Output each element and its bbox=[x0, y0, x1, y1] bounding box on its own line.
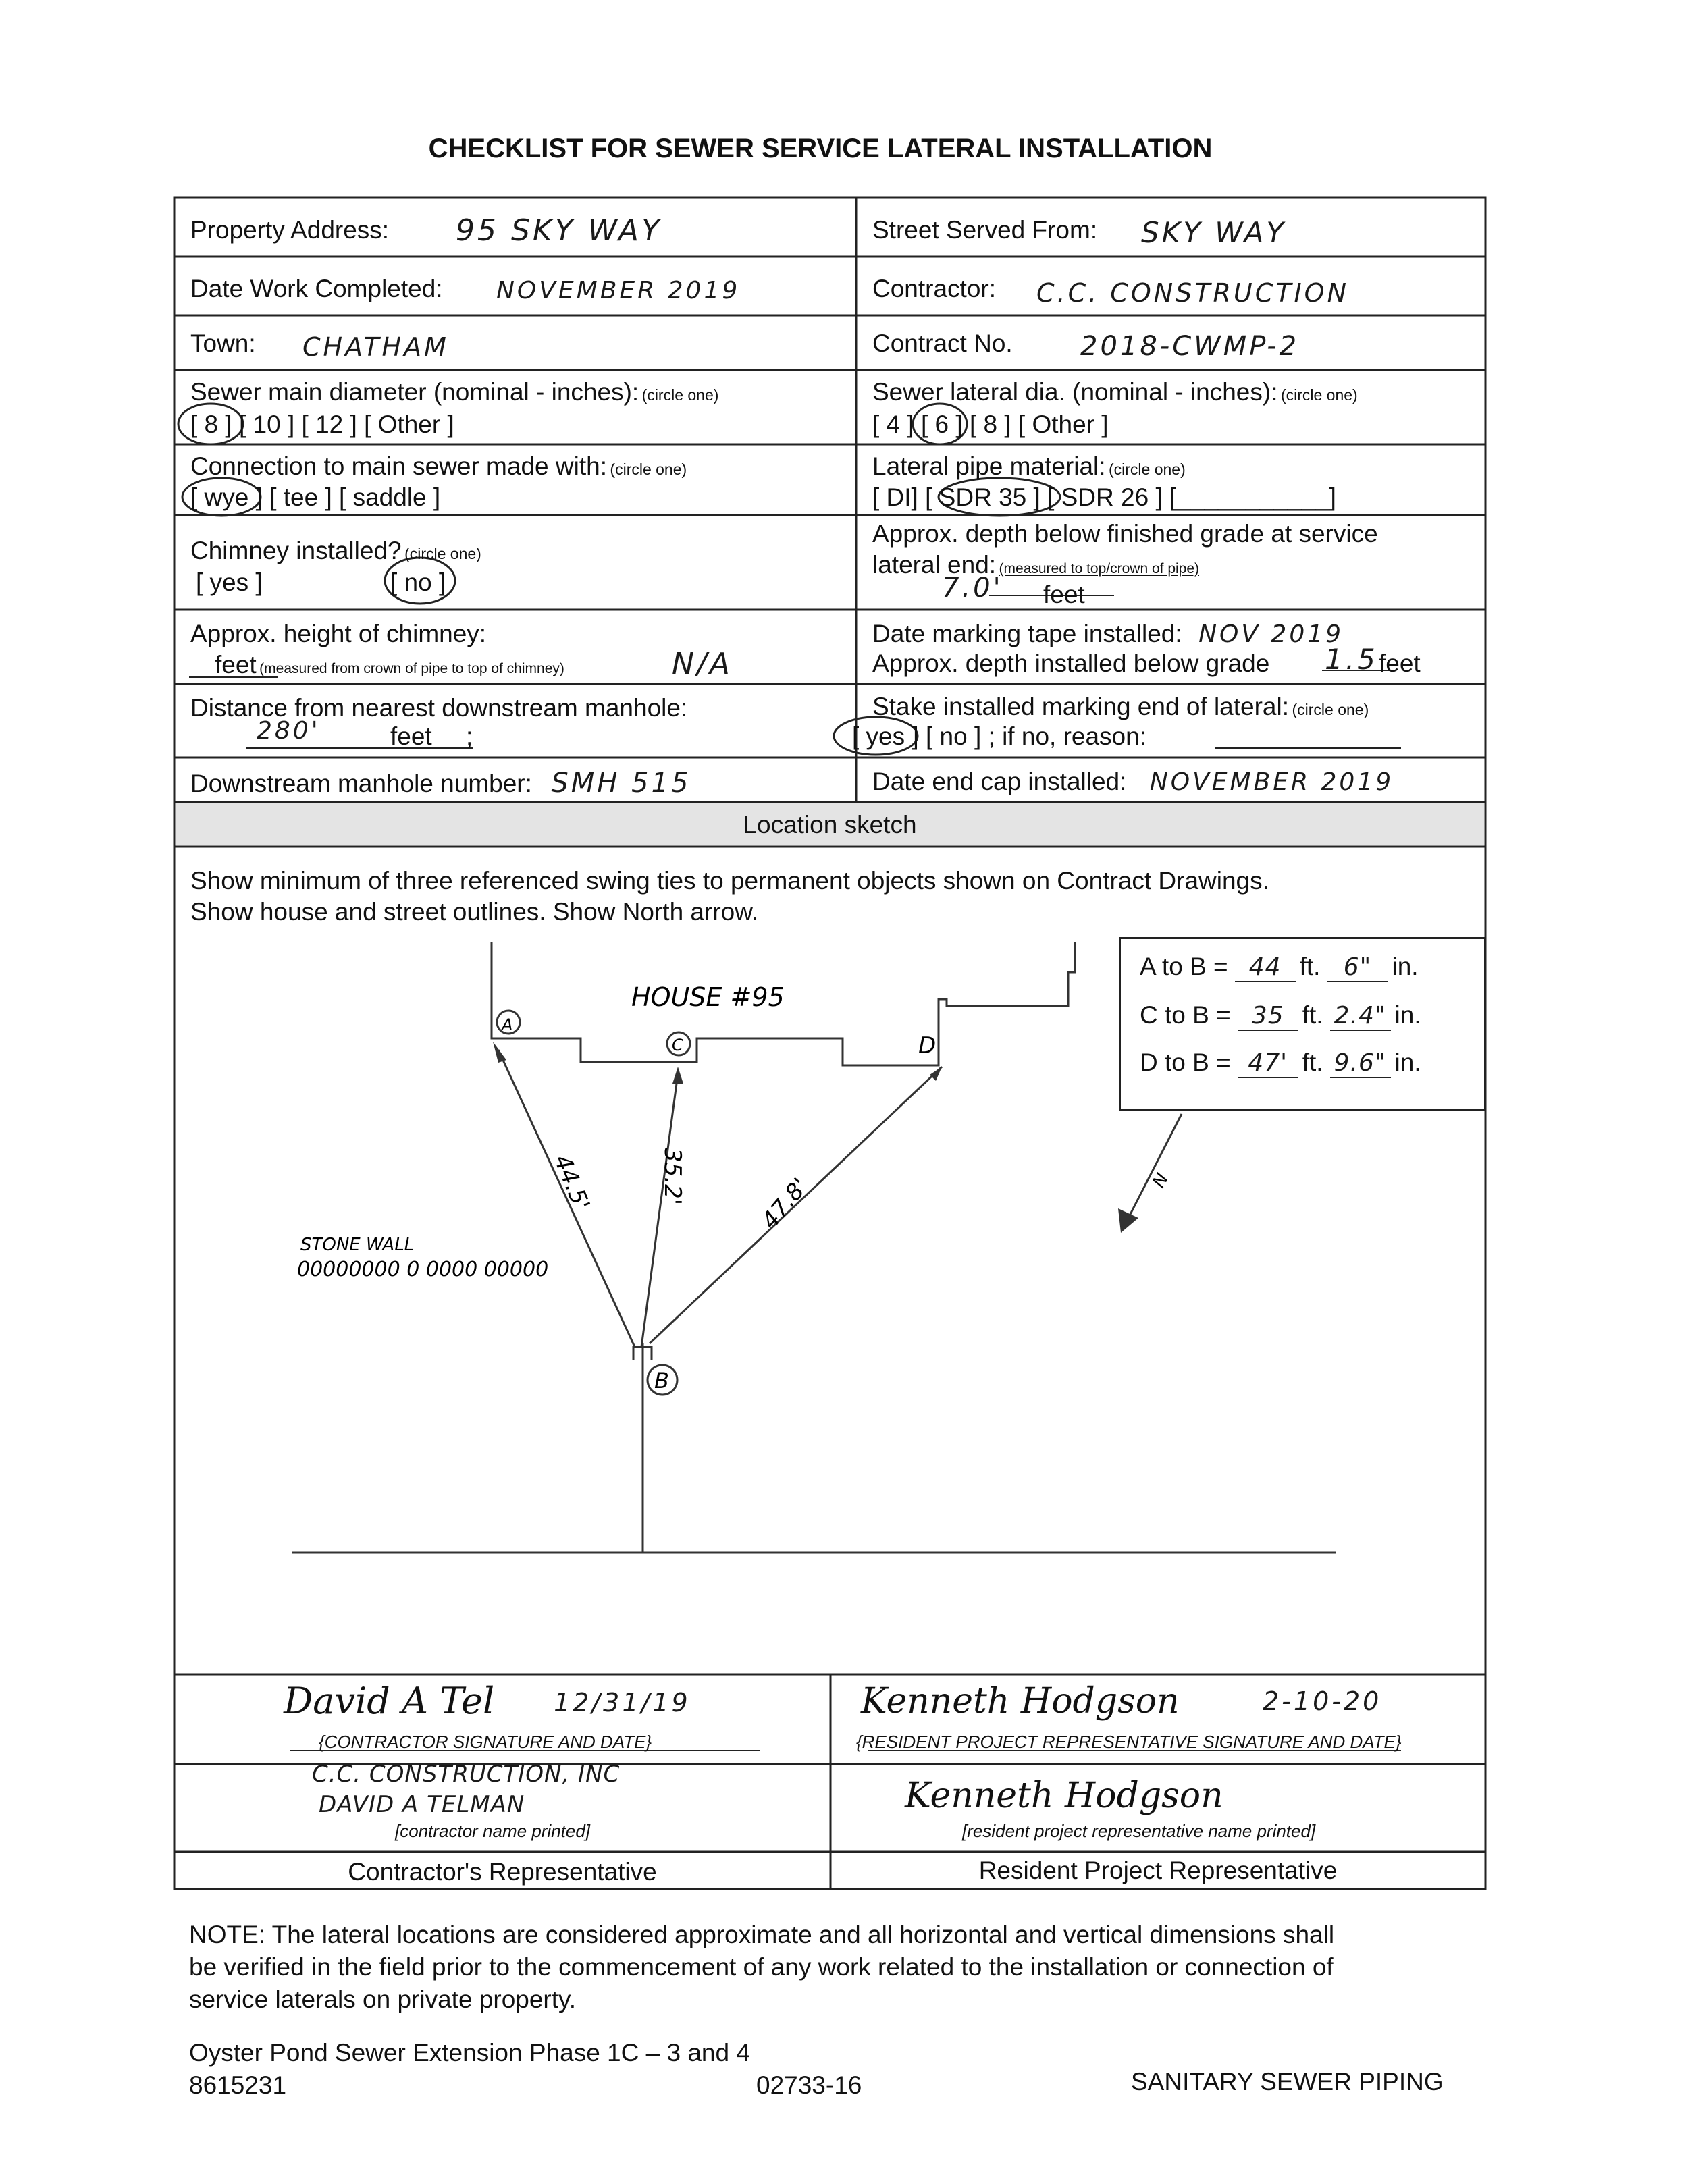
point-b-label: B bbox=[654, 1368, 669, 1393]
stone-wall-label: STONE WALL bbox=[300, 1235, 415, 1255]
contractor-signature-caption: {CONTRACTOR SIGNATURE AND DATE} bbox=[319, 1732, 652, 1752]
page-title: CHECKLIST FOR SEWER SERVICE LATERAL INSTALLATION bbox=[428, 134, 1213, 163]
tie-row-in: 2.4" bbox=[1330, 1002, 1391, 1031]
sewer-main-diameter-options[interactable]: [ 8 ] [ 10 ] [ 12 ] [ Other ] bbox=[190, 410, 454, 438]
tie-row-ft-unit: ft. bbox=[1302, 1048, 1323, 1076]
stake-installed-hint: (circle one) bbox=[1292, 701, 1369, 718]
tie-row-ft: 47' bbox=[1238, 1049, 1298, 1078]
footer-number: 8615231 bbox=[189, 2071, 287, 2099]
tie-row-ft-unit: ft. bbox=[1299, 953, 1321, 980]
house-label: HOUSE #95 bbox=[631, 982, 785, 1012]
end-cap-label: Date end cap installed: bbox=[872, 768, 1127, 795]
town-label: Town: bbox=[190, 329, 256, 357]
distance-manhole-value: 280' bbox=[257, 717, 321, 745]
street-served-value: SKY WAY bbox=[1141, 216, 1287, 249]
approx-depth-label: Approx. depth below finished grade at service bbox=[872, 520, 1378, 548]
marking-tape-depth-unit: feet bbox=[1379, 649, 1421, 677]
footer-section-title: SANITARY SEWER PIPING bbox=[1131, 2068, 1444, 2096]
tie-row-label: D to B = bbox=[1140, 1048, 1231, 1076]
tie-ab-label: 44.5' bbox=[548, 1150, 596, 1215]
note-line-1: NOTE: The lateral locations are considered approximate and all horizontal and vertical dimensions shall bbox=[189, 1921, 1335, 1948]
resident-name-printed: Kenneth Hodgson bbox=[905, 1776, 1223, 1816]
marking-tape-depth-value: 1.5 bbox=[1325, 643, 1378, 676]
tie-row-in: 9.6" bbox=[1330, 1049, 1391, 1078]
tie-db-label: 47.8' bbox=[756, 1173, 814, 1235]
point-d-label: D bbox=[918, 1032, 937, 1059]
chimney-option-no[interactable]: [ no ] bbox=[390, 568, 446, 596]
tie-row-in-unit: in. bbox=[1394, 1001, 1421, 1029]
tie-row-ft: 44 bbox=[1235, 953, 1296, 982]
tie-row-in: 6" bbox=[1327, 953, 1388, 982]
chimney-height-unit: feet bbox=[215, 651, 257, 678]
property-address-label: Property Address: bbox=[190, 216, 390, 244]
contractor-value: C.C. CONSTRUCTION bbox=[1036, 278, 1350, 308]
sewer-main-diameter-label: Sewer main diameter (nominal - inches): bbox=[190, 378, 639, 406]
distance-manhole-unit: feet bbox=[390, 722, 432, 750]
contractor-signature: David A Tel bbox=[284, 1680, 495, 1722]
date-work-completed-value: NOVEMBER 2019 bbox=[496, 277, 741, 304]
contractor-signature-date: 12/31/19 bbox=[554, 1688, 691, 1717]
contractor-name-caption: [contractor name printed] bbox=[395, 1821, 591, 1841]
tie-row-label: A to B = bbox=[1140, 953, 1228, 980]
distance-manhole-label: Distance from nearest downstream manhole: bbox=[190, 694, 688, 722]
chimney-installed-hint: (circle one) bbox=[404, 545, 481, 562]
lateral-pipe-material-options[interactable]: [ DI] [ SDR 35 ] [ SDR 26 ] [___________] bbox=[872, 483, 1336, 511]
north-label: N bbox=[1149, 1170, 1173, 1192]
marking-tape-value: NOV 2019 bbox=[1198, 620, 1344, 648]
stake-installed-label: Stake installed marking end of lateral: bbox=[872, 693, 1290, 720]
contractor-name-line-1: C.C. CONSTRUCTION, INC bbox=[312, 1761, 621, 1788]
property-address-value: 95 SKY WAY bbox=[456, 213, 662, 248]
tie-row-label: C to B = bbox=[1140, 1001, 1231, 1029]
end-cap-value: NOVEMBER 2019 bbox=[1149, 768, 1394, 796]
town-value: CHATHAM bbox=[302, 332, 449, 362]
north-arrow-head bbox=[1118, 1208, 1138, 1233]
street-served-label: Street Served From: bbox=[872, 216, 1098, 244]
resident-name-caption: [resident project representative name printed] bbox=[962, 1821, 1316, 1841]
date-work-completed-label: Date Work Completed: bbox=[190, 275, 443, 302]
north-arrow-line bbox=[1123, 1114, 1182, 1229]
tie-row-ft-unit: ft. bbox=[1302, 1001, 1323, 1029]
contract-no-label: Contract No. bbox=[872, 329, 1013, 357]
chimney-height-hint: (measured from crown of pipe to top of chimney) bbox=[259, 661, 564, 676]
marking-tape-label: Date marking tape installed: bbox=[872, 620, 1182, 647]
tie-line-cb bbox=[641, 1073, 678, 1347]
tie-row-in-unit: in. bbox=[1392, 953, 1419, 980]
sketch-instruction-2: Show house and street outlines. Show North arrow. bbox=[190, 898, 759, 926]
sewer-lateral-dia-options[interactable]: [ 4 ] [ 6 ] [ 8 ] [ Other ] bbox=[872, 410, 1109, 438]
sewer-lateral-dia-hint: (circle one) bbox=[1280, 386, 1358, 404]
note-line-3: service laterals on private property. bbox=[189, 1986, 577, 2013]
lateral-pipe-material-label: Lateral pipe material: bbox=[872, 452, 1106, 480]
stake-installed-options[interactable]: [ yes ] [ no ] ; if no, reason: bbox=[852, 722, 1146, 750]
contractor-label: Contractor: bbox=[872, 275, 997, 302]
marking-tape-depth-label: Approx. depth installed below grade bbox=[872, 649, 1270, 677]
note-line-2: be verified in the field prior to the commencement of any work related to the installation or connection of bbox=[189, 1953, 1334, 1981]
downstream-manhole-label: Downstream manhole number: bbox=[190, 770, 532, 797]
point-a-label: A bbox=[502, 1015, 513, 1034]
distance-manhole-suffix: ; bbox=[466, 722, 473, 750]
approx-depth-label2: lateral end: bbox=[872, 551, 997, 579]
approx-depth-value: 7.0' bbox=[942, 572, 1003, 604]
tie-row-ft: 35 bbox=[1238, 1002, 1298, 1031]
connection-hint: (circle one) bbox=[610, 460, 687, 478]
resident-signature: Kenneth Hodgson bbox=[861, 1681, 1180, 1722]
arrow-head-c bbox=[672, 1067, 683, 1084]
arrow-head-d bbox=[930, 1067, 942, 1081]
chimney-option-yes[interactable]: [ yes ] bbox=[196, 568, 263, 596]
approx-depth-unit: feet bbox=[1043, 581, 1085, 608]
footer-section: 02733-16 bbox=[756, 2071, 862, 2099]
resident-role: Resident Project Representative bbox=[978, 1857, 1338, 1884]
connection-label: Connection to main sewer made with: bbox=[190, 452, 607, 480]
tie-cb-label: 35.2' bbox=[659, 1148, 686, 1206]
sketch-header: Location sketch bbox=[743, 811, 917, 838]
approx-depth-hint: (measured to top/crown of pipe) bbox=[999, 561, 1200, 577]
sewer-main-diameter-hint: (circle one) bbox=[641, 386, 719, 404]
tie-row-in-unit: in. bbox=[1394, 1048, 1421, 1076]
resident-signature-date: 2-10-20 bbox=[1263, 1686, 1382, 1716]
connection-options[interactable]: [ wye ] [ tee ] [ saddle ] bbox=[190, 483, 441, 511]
contract-no-value: 2018-CWMP-2 bbox=[1080, 331, 1300, 362]
sewer-lateral-dia-label: Sewer lateral dia. (nominal - inches): bbox=[872, 378, 1278, 406]
chimney-installed-label: Chimney installed? bbox=[190, 537, 402, 564]
downstream-manhole-value: SMH 515 bbox=[551, 768, 691, 799]
arrow-head-a bbox=[493, 1042, 506, 1063]
chimney-height-label: Approx. height of chimney: bbox=[190, 620, 487, 647]
contractor-role: Contractor's Representative bbox=[348, 1858, 657, 1886]
stone-wall-marks: 00000000 0 0000 00000 bbox=[297, 1258, 549, 1281]
resident-signature-caption: {RESIDENT PROJECT REPRESENTATIVE SIGNATURE AND DATE} bbox=[856, 1732, 1402, 1752]
point-c-label: C bbox=[672, 1036, 683, 1055]
sketch-instruction-1: Show minimum of three referenced swing ties to permanent objects shown on Contract Drawings. bbox=[190, 867, 1269, 895]
footer-project: Oyster Pond Sewer Extension Phase 1C – 3 and 4 bbox=[189, 2039, 750, 2067]
lateral-pipe-material-hint: (circle one) bbox=[1108, 460, 1186, 478]
contractor-name-line-2: DAVID A TELMAN bbox=[319, 1791, 525, 1818]
chimney-height-value: N/A bbox=[672, 647, 733, 681]
